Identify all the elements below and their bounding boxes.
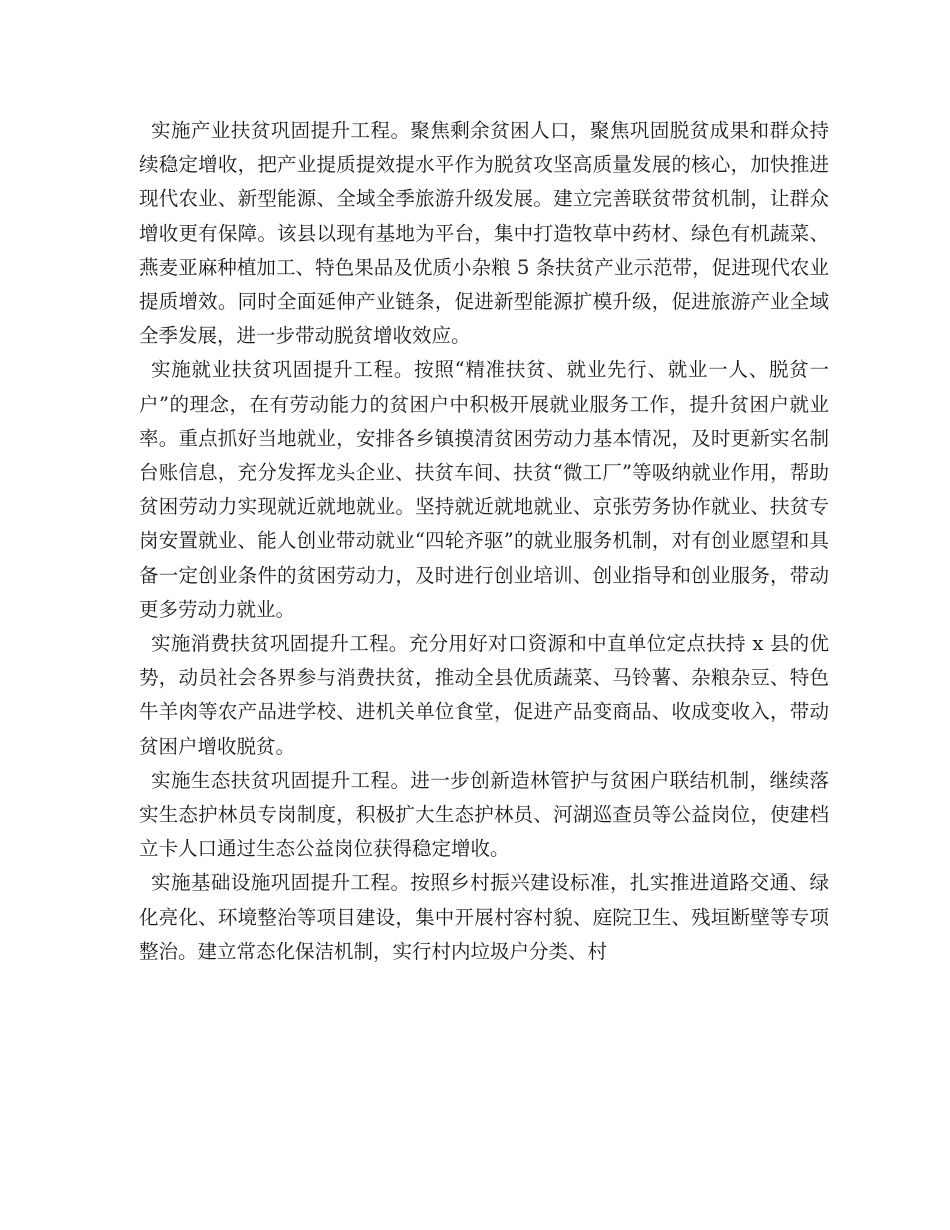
paragraph-ecological-poverty-alleviation: 实施生态扶贫巩固提升工程。进一步创新造林管护与贫困户联结机制，继续落实生态护林员专岗制度，积极扩大生态护林员、河湖巡查员等公益岗位，使建档立卡人口通过生态公益岗位获得稳定增收。 — [139, 768, 829, 861]
paragraph-industry-poverty-alleviation: 实施产业扶贫巩固提升工程。聚焦剩余贫困人口，聚焦巩固脱贫成果和群众持续稳定增收，把产业提质提效提水平作为脱贫攻坚高质量发展的核心，加快推进现代农业、新型能源、全域全季旅游升级发展。建立完善联贫带贫机制，让群众增收更有保障。该县以现有基地为平台，集中打造牧草中药材、绿色有机蔬菜、燕麦亚麻种植加工、特色果品及优质小杂粮 5 条扶贫产业示范带，促进现代农业提质增效。同时全面延伸产业链条，促进新型能源扩模升级，促进旅游产业全域全季发展，进一步带动脱贫增收效应。 — [139, 119, 829, 348]
paragraph-infrastructure-improvement: 实施基础设施巩固提升工程。按照乡村振兴建设标准，扎实推进道路交通、绿化亮化、环境整治等项目建设，集中开展村容村貌、庭院卫生、残垣断壁等专项整治。建立常态化保洁机制，实行村内垃圾户分类、村 — [139, 871, 829, 963]
paragraph-consumption-poverty-alleviation: 实施消费扶贫巩固提升工程。充分用好对口资源和中直单位定点扶持 x 县的优势，动员社会各界参与消费扶贫，推动全县优质蔬菜、马铃薯、杂粮杂豆、特色牛羊肉等农产品进学校、进机关单位食堂，促进产品变商品、收成变收入，带动贫困户增收脱贫。 — [139, 632, 829, 758]
paragraph-employment-poverty-alleviation: 实施就业扶贫巩固提升工程。按照“精准扶贫、就业先行、就业一人、脱贫一户”的理念，在有劳动能力的贫困户中积极开展就业服务工作，提升贫困户就业率。重点抓好当地就业，安排各乡镇摸清贫困劳动力基本情况，及时更新实名制台账信息，充分发挥龙头企业、扶贫车间、扶贫“微工厂”等吸纳就业作用，帮助贫困劳动力实现就近就地就业。坚持就近就地就业、京张劳务协作就业、扶贫专岗安置就业、能人创业带动就业“四轮齐驱”的就业服务机制，对有创业愿望和具备一定创业条件的贫困劳动力，及时进行创业培训、创业指导和创业服务，带动更多劳动力就业。 — [139, 358, 829, 621]
document-page — [139, 114, 829, 969]
